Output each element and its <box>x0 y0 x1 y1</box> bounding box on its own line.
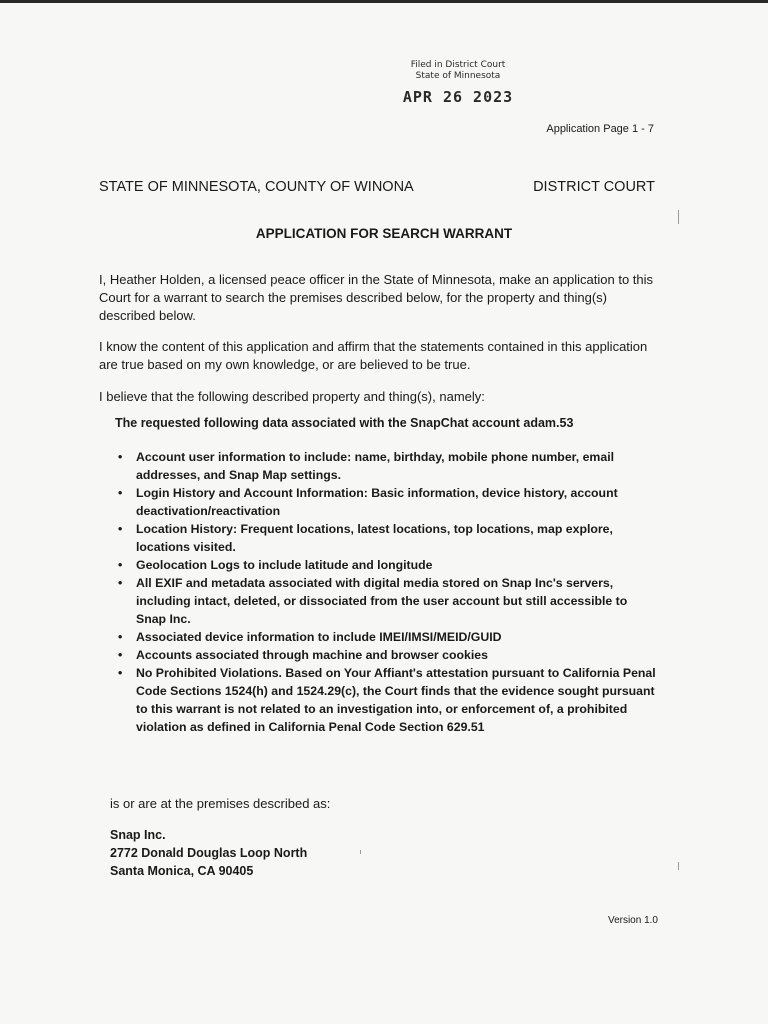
bullet-icon: • <box>118 576 123 590</box>
bullet-icon: • <box>118 486 123 500</box>
premises-address <box>110 826 307 880</box>
address-street: 2772 Donald Douglas Loop North <box>110 846 308 860</box>
document-title: APPLICATION FOR SEARCH WARRANT <box>255 226 513 241</box>
bullet-icon: • <box>118 630 123 644</box>
scan-speck <box>678 210 679 224</box>
list-item: • Account user information to include: name, birthday, mobile phone number, email addresses, and Snap Map settings. <box>118 450 615 482</box>
paragraph-property-intro: I believe that the following described property and thing(s), namely: <box>99 389 485 404</box>
bullet-icon: • <box>118 522 123 536</box>
list-item: • Geolocation Logs to include latitude and longitude <box>118 558 433 572</box>
version-label: Version 1.0 <box>607 915 658 926</box>
bullet-icon: • <box>118 666 123 680</box>
stamp-date: APR 26 2023 <box>402 88 514 106</box>
bullet-icon: • <box>118 648 123 662</box>
paragraph-affirmation: I know the content of this application and affirm that the statements contained in this application are true based on my own knowledge, or are believed to be true. <box>99 339 648 372</box>
requested-data-heading: The requested following data associated with the SnapChat account adam.53 <box>115 416 574 430</box>
court-header <box>99 179 655 195</box>
stamp-line-state: State of Minnesota <box>415 71 501 81</box>
court-name: DISTRICT COURT <box>533 179 655 195</box>
list-item: • Location History: Frequent locations, latest locations, top locations, map explore, locations visited. <box>118 522 613 554</box>
stamp-line-court: Filed in District Court <box>410 60 506 70</box>
premises-label: is or are at the premises described as: <box>110 796 331 811</box>
bullet-icon: • <box>118 450 123 464</box>
scan-edge-line <box>0 0 768 3</box>
scan-speck <box>678 862 679 870</box>
scan-speck <box>360 850 361 854</box>
requested-data-list <box>118 448 658 736</box>
court-jurisdiction: STATE OF MINNESOTA, COUNTY OF WINONA <box>99 179 414 195</box>
list-item: • Login History and Account Information: Basic information, device history, account deactivation/reactivation <box>118 486 618 518</box>
list-item: • Associated device information to include IMEI/IMSI/MEID/GUID <box>118 630 502 644</box>
address-company: Snap Inc. <box>110 828 166 842</box>
page-label: Application Page 1 - 7 <box>546 123 654 135</box>
list-item: • All EXIF and metadata associated with digital media stored on Snap Inc's servers, including intact, deleted, or dissociated from the user account but still accessible to Snap Inc. <box>118 576 628 626</box>
address-city: Santa Monica, CA 90405 <box>110 864 254 878</box>
paragraph-applicant: I, Heather Holden, a licensed peace officer in the State of Minnesota, make an application to this Court for a warrant to search the premises described below, for the property and thing(s) described below. <box>99 272 654 323</box>
list-item: • Accounts associated through machine and browser cookies <box>118 648 488 662</box>
filing-stamp <box>398 60 518 106</box>
bullet-icon: • <box>118 558 123 572</box>
list-item: • No Prohibited Violations. Based on Your Affiant's attestation pursuant to California Penal Code Sections 1524(h) and 1524.29(c), the Court finds that the evidence sought pursuant to this warrant is not related to an investigation into, or enforcement of, a prohibited violation as defined in California Penal Code Section 629.51 <box>118 666 656 734</box>
